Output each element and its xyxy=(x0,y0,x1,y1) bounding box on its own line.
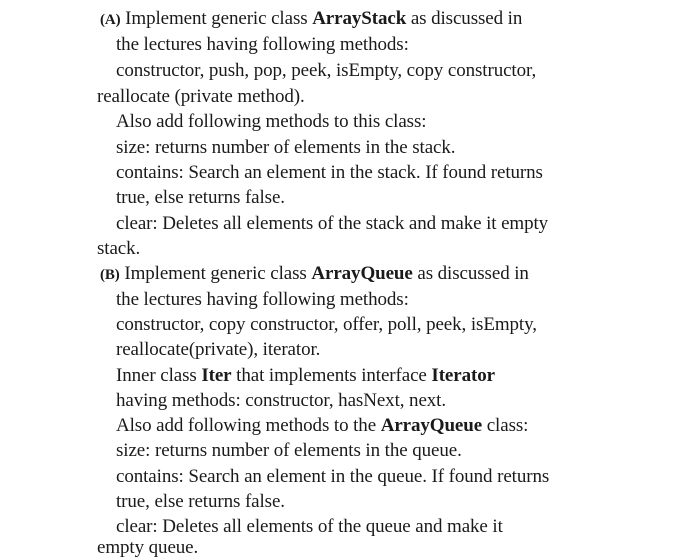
part-a-line-3: constructor, push, pop, peek, isEmpty, copy constructor, xyxy=(116,60,537,81)
part-b-line-8: size: returns number of elements in the queue. xyxy=(116,440,462,461)
part-b-line-7-post: class: xyxy=(482,415,529,436)
part-a-line-9: clear: Deletes all elements of the stack and make it empty xyxy=(116,213,549,234)
part-b-line-4: reallocate(private), iterator. xyxy=(116,339,321,360)
part-b-intro-pre: Implement generic class xyxy=(119,263,312,284)
part-a-intro-pre: Implement generic class xyxy=(120,8,313,29)
part-b-line-5-mid: that implements interface xyxy=(231,365,432,386)
part-b-line-10: true, else returns false. xyxy=(116,491,285,512)
part-b-interface-name: Iterator xyxy=(431,365,495,386)
part-b-line-2: the lectures having following methods: xyxy=(116,289,409,310)
part-b-intro-post: as discussed in xyxy=(412,263,529,284)
part-b-line-5-pre: Inner class xyxy=(116,365,202,386)
part-a-class-name: ArrayStack xyxy=(312,8,407,29)
part-b-line-7-pre: Also add following methods to the xyxy=(116,415,381,436)
part-a-intro xyxy=(100,8,522,31)
part-a-line-6: size: returns number of elements in the stack. xyxy=(116,137,456,158)
part-b-line-12: empty queue. xyxy=(97,537,199,558)
part-b-intro xyxy=(100,263,529,286)
part-a-line-7: contains: Search an element in the stack. If found returns xyxy=(116,162,543,183)
part-b-line-7 xyxy=(116,415,528,437)
part-b-line-9: contains: Search an element in the queue. If found returns xyxy=(116,466,550,487)
part-b-label: (B) xyxy=(100,267,120,283)
part-b-class-name: ArrayQueue xyxy=(311,263,413,284)
part-a-line-4: reallocate (private method). xyxy=(97,86,305,107)
part-b-line-11: clear: Deletes all elements of the queue and make it xyxy=(116,516,503,537)
part-a-line-8: true, else returns false. xyxy=(116,187,285,208)
part-b-class-name-2: ArrayQueue xyxy=(380,415,483,436)
part-a-line-2: the lectures having following methods: xyxy=(116,34,409,55)
part-b-line-3: constructor, copy constructor, offer, poll, peek, isEmpty, xyxy=(116,314,537,335)
part-a-line-5: Also add following methods to this class: xyxy=(116,111,427,132)
part-b-line-6: having methods: constructor, hasNext, next. xyxy=(116,390,447,411)
part-a-line-10: stack. xyxy=(97,238,141,259)
part-b-line-5 xyxy=(116,365,495,387)
part-b-inner-class: Iter xyxy=(201,365,232,386)
part-a-label: (A) xyxy=(100,12,121,28)
part-a-intro-post: as discussed in xyxy=(406,8,523,29)
